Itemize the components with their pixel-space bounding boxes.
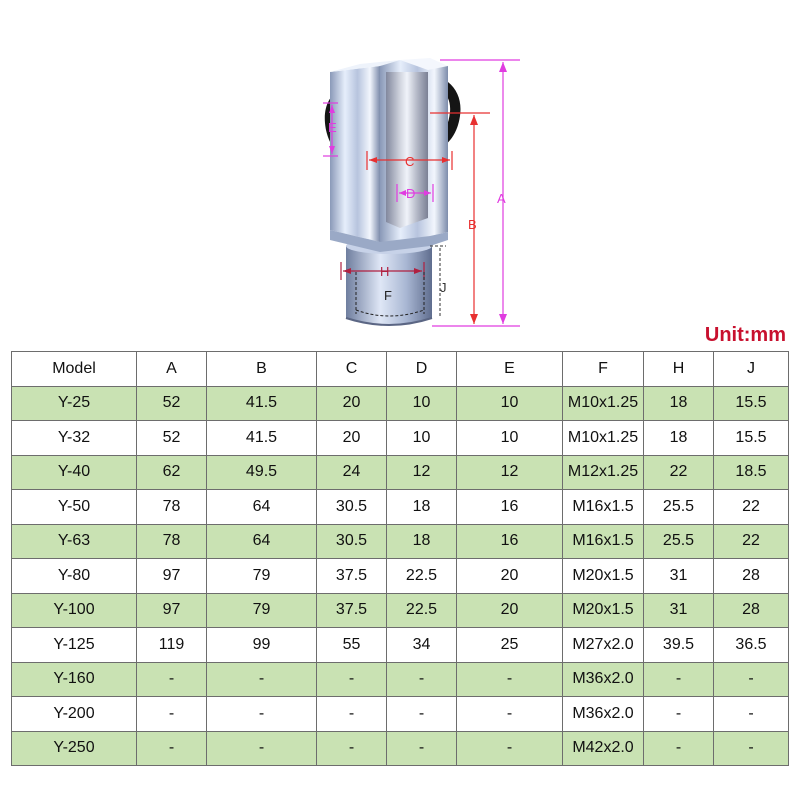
- table-cell: -: [714, 731, 789, 766]
- table-cell: 36.5: [714, 628, 789, 663]
- table-cell: Y-40: [12, 455, 137, 490]
- column-header: F: [563, 352, 644, 387]
- table-cell: 22: [714, 524, 789, 559]
- table-cell: M10x1.25: [563, 421, 644, 456]
- table-cell: 78: [137, 524, 207, 559]
- dimension-label-C: C: [405, 154, 415, 169]
- column-header: Model: [12, 352, 137, 387]
- table-cell: M20x1.5: [563, 559, 644, 594]
- table-cell: -: [457, 662, 563, 697]
- table-cell: 99: [207, 628, 317, 663]
- table-cell: 119: [137, 628, 207, 663]
- specification-table: [11, 351, 789, 766]
- table-cell: Y-100: [12, 593, 137, 628]
- table-cell: Y-125: [12, 628, 137, 663]
- dimension-label-D: D: [406, 186, 416, 201]
- table-cell: 34: [387, 628, 457, 663]
- table-cell: Y-63: [12, 524, 137, 559]
- table-cell: 18.5: [714, 455, 789, 490]
- table-cell: 64: [207, 524, 317, 559]
- table-cell: 25.5: [644, 524, 714, 559]
- table-cell: 79: [207, 593, 317, 628]
- column-header: D: [387, 352, 457, 387]
- table-cell: 10: [387, 386, 457, 421]
- threaded-body: [346, 238, 432, 325]
- table-header-row: [12, 352, 789, 387]
- table-cell: -: [644, 697, 714, 732]
- table-cell: 52: [137, 421, 207, 456]
- table-cell: M10x1.25: [563, 386, 644, 421]
- table-cell: -: [457, 697, 563, 732]
- table-cell: 49.5: [207, 455, 317, 490]
- table-row: [12, 455, 789, 490]
- table-row: [12, 386, 789, 421]
- table-cell: -: [207, 662, 317, 697]
- table-cell: -: [317, 662, 387, 697]
- table-cell: 22: [644, 455, 714, 490]
- table-cell: Y-160: [12, 662, 137, 697]
- table-cell: -: [207, 731, 317, 766]
- table-cell: 25.5: [644, 490, 714, 525]
- table-cell: M36x2.0: [563, 697, 644, 732]
- table-cell: 20: [457, 559, 563, 594]
- table-cell: 97: [137, 593, 207, 628]
- table-row: [12, 593, 789, 628]
- column-header: H: [644, 352, 714, 387]
- table-cell: M27x2.0: [563, 628, 644, 663]
- table-cell: 15.5: [714, 386, 789, 421]
- column-header: A: [137, 352, 207, 387]
- table-cell: -: [644, 662, 714, 697]
- table-cell: 20: [457, 593, 563, 628]
- table-cell: 28: [714, 593, 789, 628]
- table-cell: Y-25: [12, 386, 137, 421]
- table-cell: 12: [387, 455, 457, 490]
- table-cell: 22.5: [387, 559, 457, 594]
- table-cell: 30.5: [317, 524, 387, 559]
- table-cell: M16x1.5: [563, 490, 644, 525]
- table-cell: 37.5: [317, 593, 387, 628]
- dimension-label-F: F: [384, 288, 392, 303]
- table-cell: Y-32: [12, 421, 137, 456]
- table-cell: 18: [387, 490, 457, 525]
- table-cell: 55: [317, 628, 387, 663]
- dimension-label-E: E: [328, 120, 337, 135]
- table-cell: M12x1.25: [563, 455, 644, 490]
- table-cell: M20x1.5: [563, 593, 644, 628]
- table-cell: M42x2.0: [563, 731, 644, 766]
- table-cell: -: [457, 731, 563, 766]
- table-cell: -: [714, 662, 789, 697]
- table-cell: -: [137, 731, 207, 766]
- table-cell: -: [644, 731, 714, 766]
- table-cell: Y-250: [12, 731, 137, 766]
- table-cell: 79: [207, 559, 317, 594]
- table-cell: 41.5: [207, 386, 317, 421]
- table-cell: -: [137, 662, 207, 697]
- table-row: [12, 628, 789, 663]
- unit-label: Unit:mm: [704, 324, 786, 346]
- table-row: [12, 731, 789, 766]
- table-row: [12, 697, 789, 732]
- table-cell: 41.5: [207, 421, 317, 456]
- table-row: [12, 559, 789, 594]
- table-cell: 20: [317, 386, 387, 421]
- table-cell: 16: [457, 524, 563, 559]
- table-cell: -: [387, 731, 457, 766]
- table-cell: Y-80: [12, 559, 137, 594]
- table-cell: 18: [387, 524, 457, 559]
- table-cell: 24: [317, 455, 387, 490]
- table-cell: -: [317, 731, 387, 766]
- table-cell: 22: [714, 490, 789, 525]
- table-cell: 10: [457, 421, 563, 456]
- table-cell: 20: [317, 421, 387, 456]
- table-cell: 62: [137, 455, 207, 490]
- table-cell: 64: [207, 490, 317, 525]
- table-cell: -: [207, 697, 317, 732]
- table-cell: M16x1.5: [563, 524, 644, 559]
- clevis-fork-diagram: [0, 0, 800, 345]
- table-cell: 52: [137, 386, 207, 421]
- table-cell: -: [137, 697, 207, 732]
- column-header: J: [714, 352, 789, 387]
- table-cell: 39.5: [644, 628, 714, 663]
- table-cell: 12: [457, 455, 563, 490]
- table-cell: 16: [457, 490, 563, 525]
- table-cell: 97: [137, 559, 207, 594]
- table-row: [12, 490, 789, 525]
- dimension-J: [430, 246, 447, 318]
- table-cell: -: [387, 697, 457, 732]
- table-cell: 15.5: [714, 421, 789, 456]
- table-row: [12, 421, 789, 456]
- table-cell: 10: [387, 421, 457, 456]
- table-cell: -: [714, 697, 789, 732]
- column-header: C: [317, 352, 387, 387]
- table-cell: 30.5: [317, 490, 387, 525]
- table-row: [12, 524, 789, 559]
- table-cell: 10: [457, 386, 563, 421]
- table-cell: 22.5: [387, 593, 457, 628]
- table-cell: 37.5: [317, 559, 387, 594]
- table-cell: M36x2.0: [563, 662, 644, 697]
- table-cell: 28: [714, 559, 789, 594]
- dimension-label-J: J: [440, 280, 447, 295]
- table-cell: -: [387, 662, 457, 697]
- column-header: B: [207, 352, 317, 387]
- table-cell: -: [317, 697, 387, 732]
- column-header: E: [457, 352, 563, 387]
- fork-prong-right: [380, 58, 448, 242]
- table-cell: 18: [644, 386, 714, 421]
- table-row: [12, 662, 789, 697]
- dimension-label-H: H: [380, 264, 390, 279]
- table-cell: 78: [137, 490, 207, 525]
- table-cell: 31: [644, 593, 714, 628]
- dimension-label-A: A: [497, 191, 506, 206]
- table-cell: Y-50: [12, 490, 137, 525]
- table-cell: Y-200: [12, 697, 137, 732]
- table-cell: 31: [644, 559, 714, 594]
- dimension-label-B: B: [468, 217, 477, 232]
- table-cell: 18: [644, 421, 714, 456]
- table-cell: 25: [457, 628, 563, 663]
